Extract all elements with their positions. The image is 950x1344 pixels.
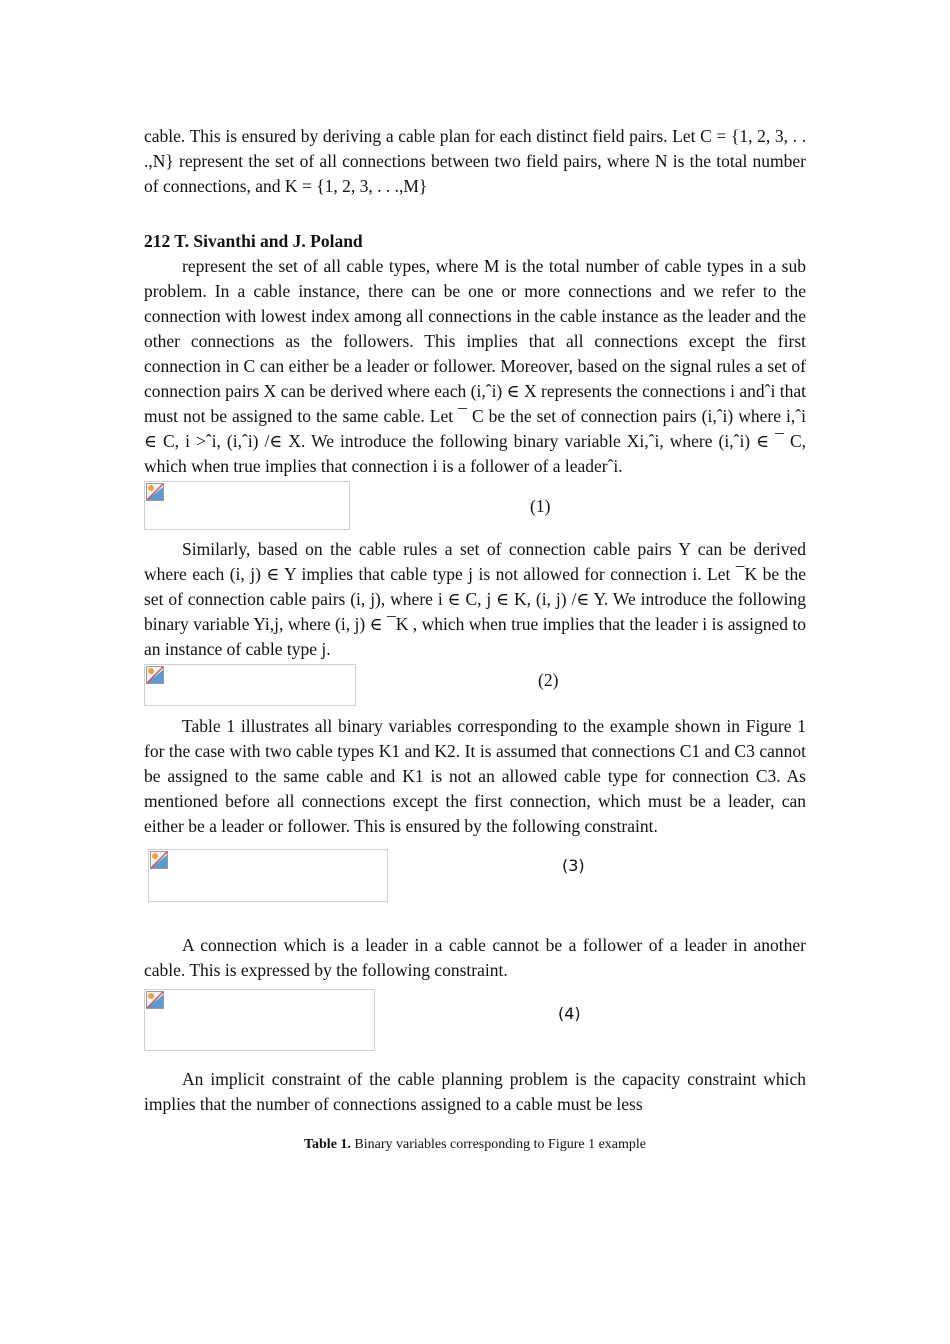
- table-caption-label: Table 1.: [303, 1137, 351, 1152]
- broken-image-icon: [150, 851, 168, 869]
- paragraph-leader-constraint: A connection which is a leader in a cable cannot be a follower of a leader in another cable. This is expressed by the following constraint.: [144, 935, 806, 980]
- intro-paragraph: cable. This is ensured by deriving a cable plan for each distinct field pairs. Let C = {1, 2, 3, . . .,N} represent the set of all connections between two field pairs, where N is the total number of connections, and K = {1, 2, 3, . . .,M}: [144, 126, 806, 196]
- broken-image-icon: [146, 991, 164, 1009]
- equation-3-number: (3): [562, 856, 585, 875]
- paragraph-leader-follower: represent the set of all cable types, where M is the total number of cable types in a sub problem. In a cable instance, there can be one or more connections and we refer to the connection with lowest index among all connections in the cable instance as the leader and the other connections as the followers. This implies that all connections except the first connection in C can either be a leader or follower. Moreover, based on the signal rules a set of connection pairs X can be derived where each (i,ˆi) ∈ X represents the connections i andˆi that must not be assigned to the same cable. Let ¯ C be the set of connection pairs (i,ˆi) where i,ˆi ∈ C, i >ˆi, (i,ˆi) /∈ X. We introduce the following binary variable Xi,ˆi, where (i,ˆi) ∈ ¯ C, which when true implies that connection i is a follower of a leaderˆi.: [144, 256, 806, 476]
- equation-2-image: [144, 664, 356, 706]
- equation-3-row: [144, 849, 806, 927]
- table-caption: [0, 1136, 950, 1154]
- broken-image-icon: [146, 483, 164, 501]
- equation-4-number: (4): [558, 1004, 581, 1023]
- running-header: 212 T. Sivanthi and J. Poland: [144, 231, 363, 251]
- table-caption-text: Binary variables corresponding to Figure 1 example: [354, 1137, 647, 1152]
- equation-1-image: [144, 481, 350, 530]
- document-page: [144, 124, 806, 1117]
- equation-4-row: [144, 989, 806, 1061]
- paragraph-capacity-constraint: An implicit constraint of the cable planning problem is the capacity constraint which implies that the number of connections assigned to a cable must be less: [144, 1069, 806, 1114]
- equation-1-row: [144, 481, 806, 531]
- equation-2-row: [144, 664, 806, 708]
- equation-4-image: [144, 989, 375, 1051]
- equation-2-number: (2): [538, 670, 559, 690]
- paragraph-cable-rules: Similarly, based on the cable rules a set of connection cable pairs Y can be derived where each (i, j) ∈ Y implies that cable type j is not allowed for connection i. Let ¯K be the set of connection cable pairs (i, j), where i ∈ C, j ∈ K, (i, j) /∈ Y. We introduce the following binary variable Yi,j, where (i, j) ∈ ¯K , which when true implies that the leader i is assigned to an instance of cable type j.: [144, 539, 806, 659]
- equation-3-image: [148, 849, 388, 902]
- broken-image-icon: [146, 666, 164, 684]
- equation-1-number: (1): [530, 496, 551, 516]
- paragraph-table-description: Table 1 illustrates all binary variables corresponding to the example shown in Figure 1 for the case with two cable types K1 and K2. It is assumed that connections C1 and C3 cannot be assigned to the same cable and K1 is not an allowed cable type for connection C3. As mentioned before all connections except the first connection, which must be a leader, can either be a leader or follower. This is ensured by the following constraint.: [144, 716, 806, 836]
